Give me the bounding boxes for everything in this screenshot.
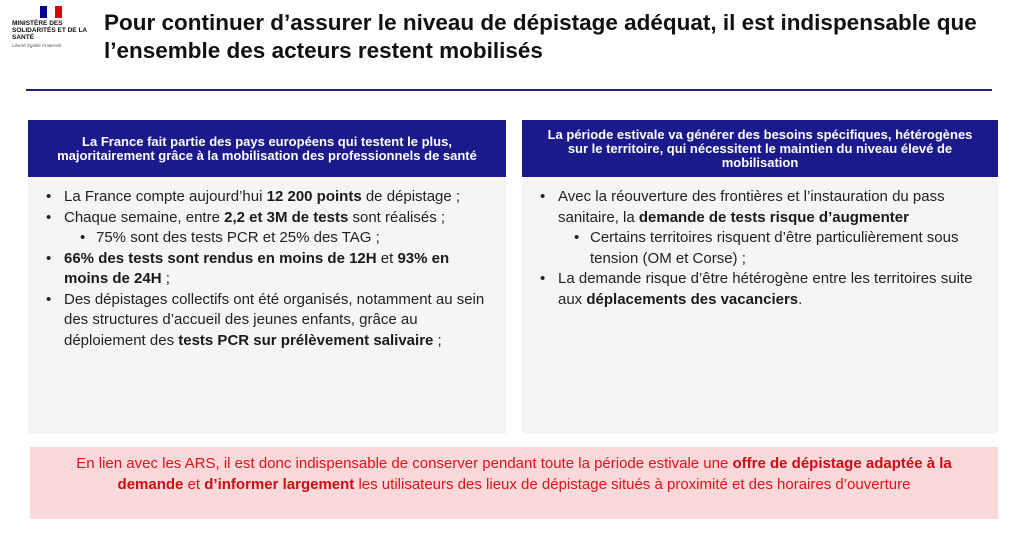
republic-motto: Liberté Égalité Fraternité	[12, 43, 62, 48]
bullet-item	[42, 249, 492, 290]
left-panel-body	[28, 177, 506, 351]
bullet-icon: •	[80, 229, 86, 246]
flag-blue	[40, 6, 47, 18]
emphasis-text: 93% en moins de 24H	[64, 249, 450, 287]
bullet-item	[536, 187, 984, 228]
bullet-item	[42, 290, 492, 352]
bullet-item	[536, 269, 984, 310]
conclusion-banner	[30, 447, 998, 519]
sub-bullet-item	[42, 228, 492, 249]
bullet-item	[42, 208, 492, 229]
body-text: de dépistage ;	[361, 188, 461, 205]
emphasis-text: 12 200 points	[266, 188, 362, 205]
bullet-icon: •	[46, 249, 52, 267]
emphasis-text: demande de tests risque d’augmenter	[638, 208, 909, 226]
sub-bullet-item	[536, 228, 984, 269]
ministry-logo	[12, 6, 108, 72]
body-text: les utilisateurs des lieux de dépistage situés à proximité et des horaires d’ouverture	[354, 476, 911, 493]
bullet-item	[42, 187, 492, 208]
body-text: Des dépistages collectifs ont été organisés, notamment au sein des structures d’accueil des jeunes enfants, grâce au déploiement des	[64, 290, 485, 349]
body-text: Chaque semaine, entre	[64, 208, 225, 226]
right-panel-header: La période estivale va générer des besoins spécifiques, hétérogènes sur le territoire, qui nécessitent le maintien du niveau élevé de mobilisation	[522, 120, 998, 177]
title-divider	[26, 89, 992, 91]
emphasis-text: d’informer largement	[204, 476, 355, 493]
bullet-icon: •	[46, 290, 52, 308]
flag-white	[47, 6, 54, 18]
right-panel-body	[522, 177, 998, 310]
body-text: La France compte aujourd’hui	[64, 188, 267, 205]
slide-title: Pour continuer d’assurer le niveau de dépistage adéquat, il est indispensable que l’ensemble des acteurs restent mobilisés	[104, 10, 977, 63]
bullet-icon: •	[540, 188, 546, 205]
body-text: .	[798, 290, 803, 308]
ministry-name: MINISTÈRE DES SOLIDARITÉS ET DE LA SANTÉ	[12, 20, 87, 41]
bullet-icon: •	[574, 229, 580, 246]
bullet-icon: •	[46, 208, 52, 226]
emphasis-text: tests PCR sur prélèvement salivaire	[178, 331, 434, 349]
body-text: ;	[433, 331, 442, 349]
emphasis-text: 2,2 et 3M de tests	[224, 208, 349, 226]
flag-red	[55, 6, 62, 18]
right-panel	[522, 120, 998, 434]
body-text: 75% sont des tests PCR et 25% des TAG ;	[96, 229, 380, 246]
left-bullet-list	[42, 187, 492, 351]
bullet-icon: •	[540, 270, 546, 287]
right-bullet-list	[536, 187, 984, 310]
left-panel-header: La France fait partie des pays européens qui testent le plus, majoritairement grâce à la mobilisation des professionnels de santé	[28, 120, 506, 177]
emphasis-text: déplacements des vacanciers	[586, 290, 799, 308]
emphasis-text: offre de dépistage adaptée à la demande	[117, 455, 952, 493]
body-text: En lien avec les ARS, il est donc indispensable de conserver pendant toute la période estivale une	[76, 455, 733, 472]
emphasis-text: 66% des tests sont rendus en moins de 12H	[64, 249, 377, 267]
bullet-icon: •	[46, 188, 52, 205]
body-text: ;	[161, 270, 170, 287]
body-text: Certains territoires risquent d’être particulièrement sous tension (OM et Corse) ;	[590, 229, 959, 267]
body-text: sont réalisés ;	[348, 208, 446, 226]
french-flag-icon	[40, 6, 62, 18]
left-panel	[28, 120, 506, 434]
body-text: et	[183, 476, 205, 493]
body-text: et	[376, 249, 398, 267]
body-text: La demande risque d’être hétérogène entre les territoires suite aux	[558, 270, 973, 308]
body-text: Avec la réouverture des frontières et l’instauration du pass sanitaire, la	[558, 188, 945, 226]
